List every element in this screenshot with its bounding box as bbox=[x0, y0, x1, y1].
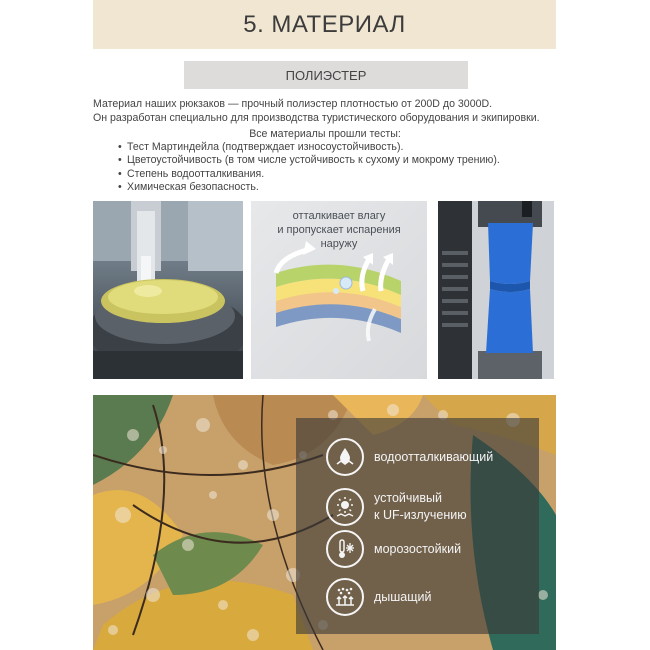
feature-uv-resistant bbox=[326, 488, 467, 526]
intro-line-1: Материал наших рюкзаков — прочный полиэстер плотностью от 200D до 3000D. bbox=[93, 98, 493, 110]
membrane-caption: отталкивает влагу и пропускает испарения наружу bbox=[277, 210, 401, 250]
tests-heading: Все материалы прошли тесты: bbox=[249, 128, 401, 140]
feature-water-repellent bbox=[326, 438, 493, 476]
list-item: • Степень водоотталкивания. bbox=[118, 168, 500, 181]
membrane-illustration bbox=[251, 201, 427, 379]
sun-icon bbox=[326, 488, 364, 526]
water-drop-icon bbox=[326, 438, 364, 476]
feature-label: дышащий bbox=[374, 589, 432, 604]
header-band bbox=[93, 0, 556, 49]
feature-label: водоотталкивающий bbox=[374, 449, 494, 464]
intro-line-2: Он разработан специально для производства туристического оборудования и экипировки. bbox=[93, 112, 540, 124]
list-item: • Цветоустойчивость (в том числе устойчивость к сухому и мокрому трению). bbox=[118, 154, 500, 167]
tests-list bbox=[118, 141, 500, 195]
breathable-icon bbox=[326, 578, 364, 616]
list-item: • Химическая безопасность. bbox=[118, 181, 500, 194]
intro-text bbox=[93, 97, 563, 125]
feature-frost-resistant bbox=[326, 530, 461, 568]
section-tag: ПОЛИЭСТЕР bbox=[184, 61, 468, 89]
feature-breathable bbox=[326, 578, 432, 616]
thermometer-snowflake-icon bbox=[326, 530, 364, 568]
features-panel bbox=[296, 418, 539, 634]
tensile-test-photo bbox=[438, 201, 554, 379]
martindale-machine-photo bbox=[93, 201, 243, 379]
feature-label: устойчивый к UF-излучению bbox=[374, 491, 467, 522]
list-item: • Тест Мартиндейла (подтверждает износоустойчивость). bbox=[118, 141, 500, 154]
martindale-machine-illustration bbox=[93, 201, 243, 379]
feature-label: морозостойкий bbox=[374, 541, 462, 556]
page-title: 5. МАТЕРИАЛ bbox=[243, 10, 406, 38]
tensile-test-illustration bbox=[438, 201, 554, 379]
